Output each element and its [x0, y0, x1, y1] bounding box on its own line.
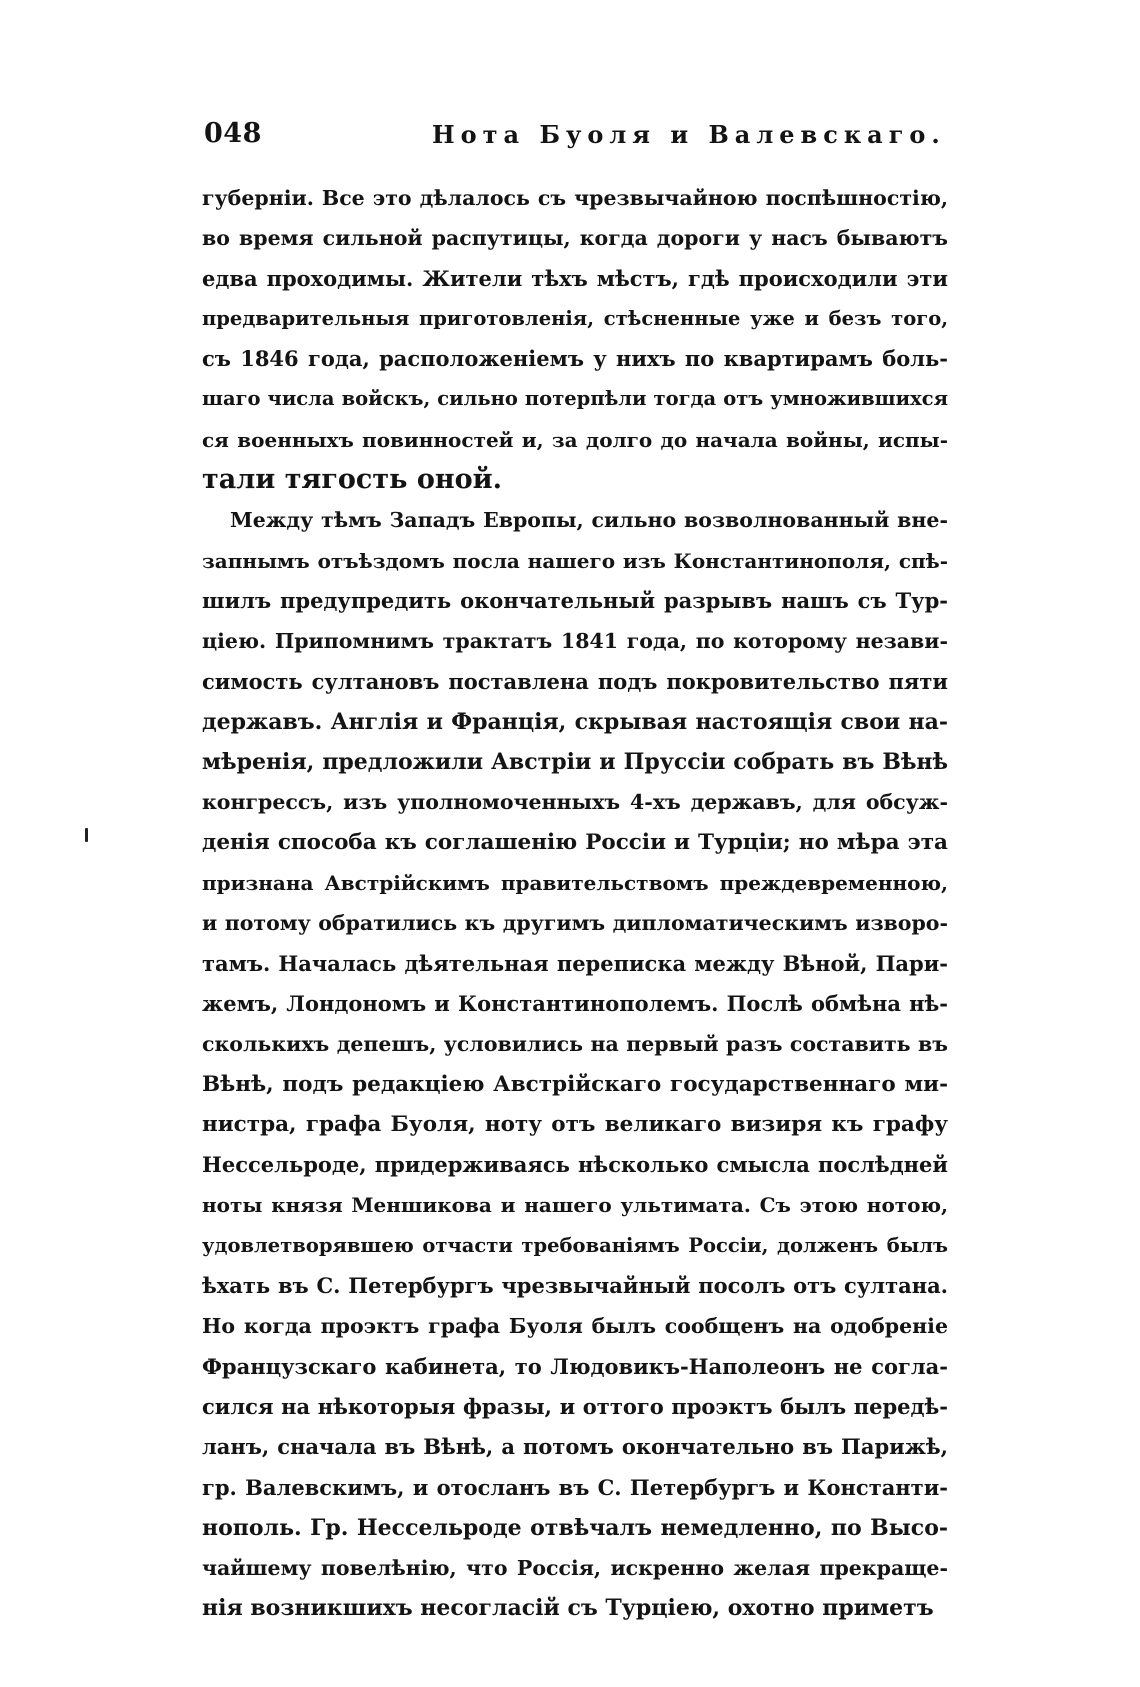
- text-line: съ 1846 года, расположеніемъ у нихъ по квартирамъ боль-: [202, 346, 948, 372]
- text-line: шаго числа войскъ, сильно потерпѣли тогда отъ умножившихся: [202, 387, 948, 411]
- text-line: сколькихъ депешъ, условились на первый разъ составить въ: [202, 1032, 948, 1057]
- text-line: Но когда проэктъ графа Буоля былъ сообщенъ на одобреніе: [202, 1314, 948, 1339]
- text-line: Нессельроде, придерживаясь нѣсколько смысла послѣдней: [202, 1152, 948, 1178]
- text-line: Вѣнѣ, подъ редакціею Австрійскаго государственнаго ми-: [202, 1071, 948, 1097]
- paragraph: [202, 500, 948, 1628]
- text-line: чайшему повелѣнію, что Россія, искренно желая прекраще-: [202, 1556, 948, 1581]
- page-number: 048: [204, 118, 262, 149]
- text-line: признана Австрійскимъ правительствомъ преждевременною,: [202, 871, 948, 896]
- body-text: [202, 178, 948, 1629]
- margin-mark: [85, 828, 88, 842]
- text-line: ціею. Припомнимъ трактатъ 1841 года, по которому незави-: [202, 629, 948, 654]
- text-line: предварительныя приготовленія, стѣсненные уже и безъ того,: [202, 306, 948, 330]
- text-line: удовлетворявшею отчасти требованіямъ Россіи, долженъ былъ: [202, 1233, 948, 1257]
- text-line: гр. Валевскимъ, и отосланъ въ С. Петербургъ и Константи-: [202, 1474, 948, 1500]
- text-line: сился на нѣкоторыя фразы, и оттого проэктъ былъ передѣ-: [202, 1393, 948, 1419]
- text-line: и потому обратились къ другимъ дипломатическимъ изворо-: [202, 911, 948, 936]
- text-line: Между тѣмъ Западъ Европы, сильно возволнованный вне-: [230, 508, 948, 533]
- text-line: ланъ, сначала въ Вѣнѣ, а потомъ окончательно въ Парижѣ,: [202, 1434, 948, 1460]
- text-line: денія способа къ соглашенію Россіи и Турціи; но мѣра эта: [202, 829, 948, 855]
- text-line: симость султановъ поставлена подъ покровительство пяти: [202, 668, 948, 694]
- text-line: запнымъ отъѣздомъ посла нашего изъ Константинополя, спѣ-: [202, 548, 948, 573]
- text-line: шилъ предупредить окончательный разрывъ нашъ съ Тур-: [202, 587, 948, 613]
- text-line: нополь. Гр. Нессельроде отвѣчалъ немедленно, по Высо-: [202, 1514, 948, 1541]
- text-line: ноты князя Меншикова и нашего ультимата. Съ этою нотою,: [202, 1193, 948, 1218]
- text-line: едва проходимы. Жители тѣхъ мѣстъ, гдѣ происходили эти: [202, 265, 948, 291]
- text-line: конгрессъ, изъ уполномоченныхъ 4-хъ державъ, для обсуж-: [202, 790, 948, 815]
- text-line: ся военныхъ повинностей и, за долго до начала войны, испы-: [202, 427, 948, 452]
- running-title: Нота Буоля и Валевскаго.: [432, 120, 946, 149]
- text-line: Французскаго кабинета, то Людовикъ-Наполеонъ не согла-: [202, 1353, 948, 1379]
- paragraph: [202, 178, 948, 500]
- text-line: во время сильной распутицы, когда дороги у насъ бываютъ: [202, 226, 948, 251]
- text-line: губерніи. Все это дѣлалось съ чрезвычайною поспѣшностію,: [202, 186, 948, 210]
- text-line: тамъ. Началась дѣятельная переписка между Вѣной, Пари-: [202, 950, 948, 976]
- text-line: ѣхать въ С. Петербургъ чрезвычайный посолъ отъ султана.: [202, 1273, 948, 1299]
- page-header: [204, 118, 944, 158]
- text-line: мѣренія, предложили Австріи и Пруссіи собрать въ Вѣнѣ: [202, 749, 948, 776]
- text-line: державъ. Англія и Франція, скрывая настоящія свои на-: [202, 708, 948, 735]
- text-line: тали тягость оной.: [202, 464, 503, 496]
- text-line: нія возникшихъ несогласій съ Турціею, охотно приметъ: [202, 1595, 934, 1622]
- text-line: жемъ, Лондономъ и Константинополемъ. Послѣ обмѣна нѣ-: [202, 990, 948, 1016]
- text-line: нистра, графа Буоля, ноту отъ великаго визиря къ графу: [202, 1111, 948, 1137]
